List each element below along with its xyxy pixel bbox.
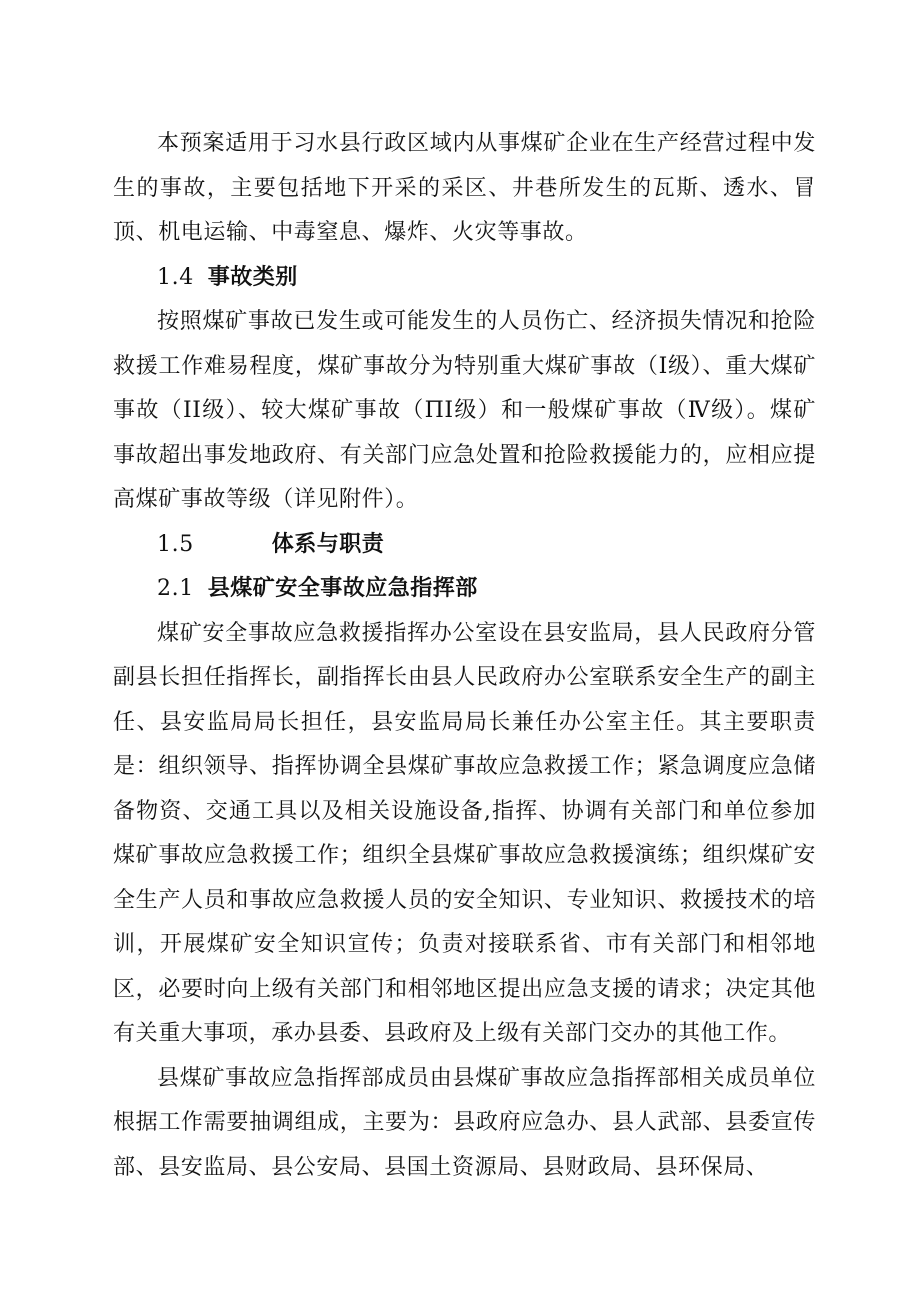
section-heading-2-1: [113, 567, 816, 612]
section-title: 县煤矿安全事故应急指挥部: [207, 576, 478, 601]
document-body: [113, 122, 816, 1190]
section-heading-1-4: [113, 256, 816, 301]
paragraph-scope: 本预案适用于习水县行政区域内从事煤矿企业在生产经营过程中发生的事故，主要包括地下开采的采区、井巷所发生的瓦斯、透水、冒顶、机电运输、中毒窒息、爆炸、火灾等事故。: [113, 131, 816, 245]
paragraph-command-office: 煤矿安全事故应急救援指挥办公室设在县安监局，县人民政府分管副县长担任指挥长，副指挥长由县人民政府办公室联系安全生产的副主任、县安监局局长担任，县安监局局长兼任办公室主任。其主要职责是：组织领导、指挥协调全县煤矿事故应急救援工作；紧急调度应急储备物资、交通工具以及相关设施设备,指挥、协调有关部门和单位参加煤矿事故应急救援工作；组织全县煤矿事故应急救援演练；组织煤矿安全生产人员和事故应急救援人员的安全知识、专业知识、救援技术的培训，开展煤矿安全知识宣传；负责对接联系省、市有关部门和相邻地区，必要时向上级有关部门和相邻地区提出应急支援的请求；决定其他有关重大事项，承办县委、县政府及上级有关部门交办的其他工作。: [113, 620, 816, 1046]
paragraph-accident-categories: 按照煤矿事故已发生或可能发生的人员伤亡、经济损失情况和抢险救援工作难易程度，煤矿事故分为特别重大煤矿事故（Ⅰ级）、重大煤矿事故（II级）、较大煤矿事故（ΠΙ级）和一般煤矿事故（Ⅳ级）。煤矿事故超出事发地政府、有关部门应急处置和抢险救援能力的，应相应提高煤矿事故等级（详见附件）。: [113, 309, 816, 512]
section-title: 体系与职责: [271, 531, 385, 557]
section-number: 2.1: [157, 576, 194, 601]
section-number: 1.5: [157, 531, 194, 557]
section-heading-1-5: [113, 523, 816, 568]
section-title: 事故类别: [207, 264, 298, 290]
paragraph-command-members: 县煤矿事故应急指挥部成员由县煤矿事故应急指挥部相关成员单位根据工作需要抽调组成，主要为：县政府应急办、县人武部、县委宣传部、县安监局、县公安局、县国土资源局、县财政局、县环保局、: [113, 1065, 816, 1180]
section-number: 1.4: [157, 264, 194, 290]
